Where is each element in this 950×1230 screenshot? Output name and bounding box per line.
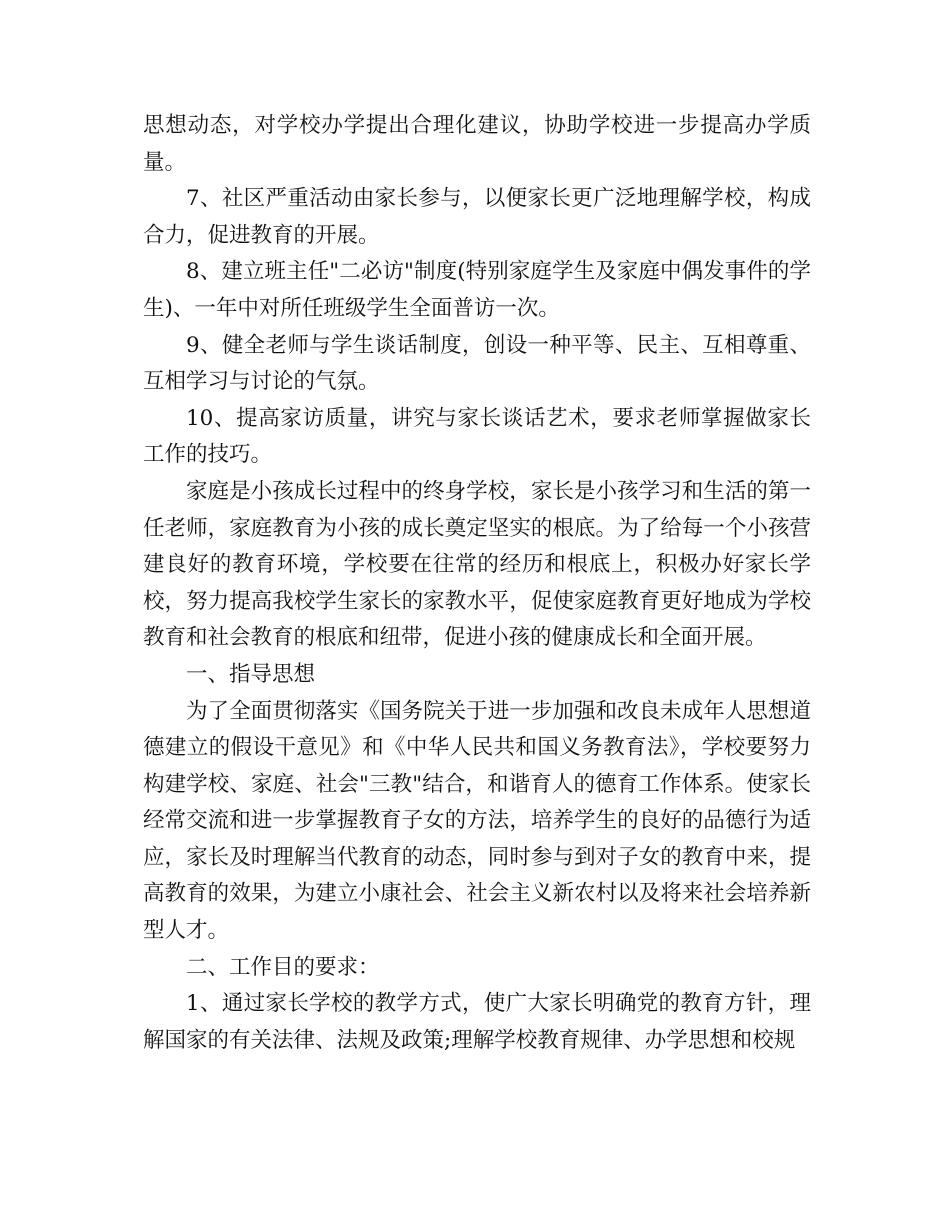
document-body	[143, 108, 811, 1059]
paragraph-guiding-ideology: 为了全面贯彻落实《国务院关于进一步加强和改良未成年人思想道德建立的假设干意见》和《中华人民共和国义务教育法》，学校要努力构建学校、家庭、社会"三教"结合，和谐育人的德育工作体系。使家长经常交流和进一步掌握教育子女的方法，培养学生的良好的品德行为适应，家长及时理解当代教育的动态，同时参与到对子女的教育中来，提高教育的效果，为建立小康社会、社会主义新农村以及将来社会培养新型人才。	[143, 698, 811, 944]
paragraph-item-10: 10、提高家访质量，讲究与家长谈话艺术，要求老师掌握做家长工作的技巧。	[143, 405, 811, 468]
paragraph-item-9: 9、健全老师与学生谈话制度，创设一种平等、民主、互相尊重、互相学习与讨论的气氛。	[143, 332, 811, 395]
section-heading-guiding-ideology: 一、指导思想	[186, 661, 316, 687]
paragraph-goal-1: 1、通过家长学校的教学方式，使广大家长明确党的教育方针，理解国家的有关法律、法规及政策;理解学校教育规律、办学思想和校规	[143, 991, 811, 1053]
paragraph-item-7: 7、社区严重活动由家长参与，以便家长更广泛地理解学校，构成合力，促进教育的开展。	[143, 186, 811, 248]
paragraph-intro: 家庭是小孩成长过程中的终身学校，家长是小孩学习和生活的第一任老师，家庭教育为小孩的成长奠定坚实的根底。为了给每一个小孩营建良好的教育环境，学校要在往常的经历和根底上，积极办好家长学校，努力提高我校学生家长的家教水平，促使家庭教育更好地成为学校教育和社会教育的根底和纽带，促进小孩的健康成长和全面开展。	[143, 478, 811, 651]
section-heading-work-goals: 二、工作目的要求：	[186, 954, 380, 980]
paragraph-continuation: 思想动态，对学校办学提出合理化建议，协助学校进一步提高办学质量。	[143, 113, 811, 175]
paragraph-item-8: 8、建立班主任"二必访"制度(特别家庭学生及家庭中偶发事件的学生)、一年中对所任班级学生全面普访一次。	[143, 259, 811, 321]
